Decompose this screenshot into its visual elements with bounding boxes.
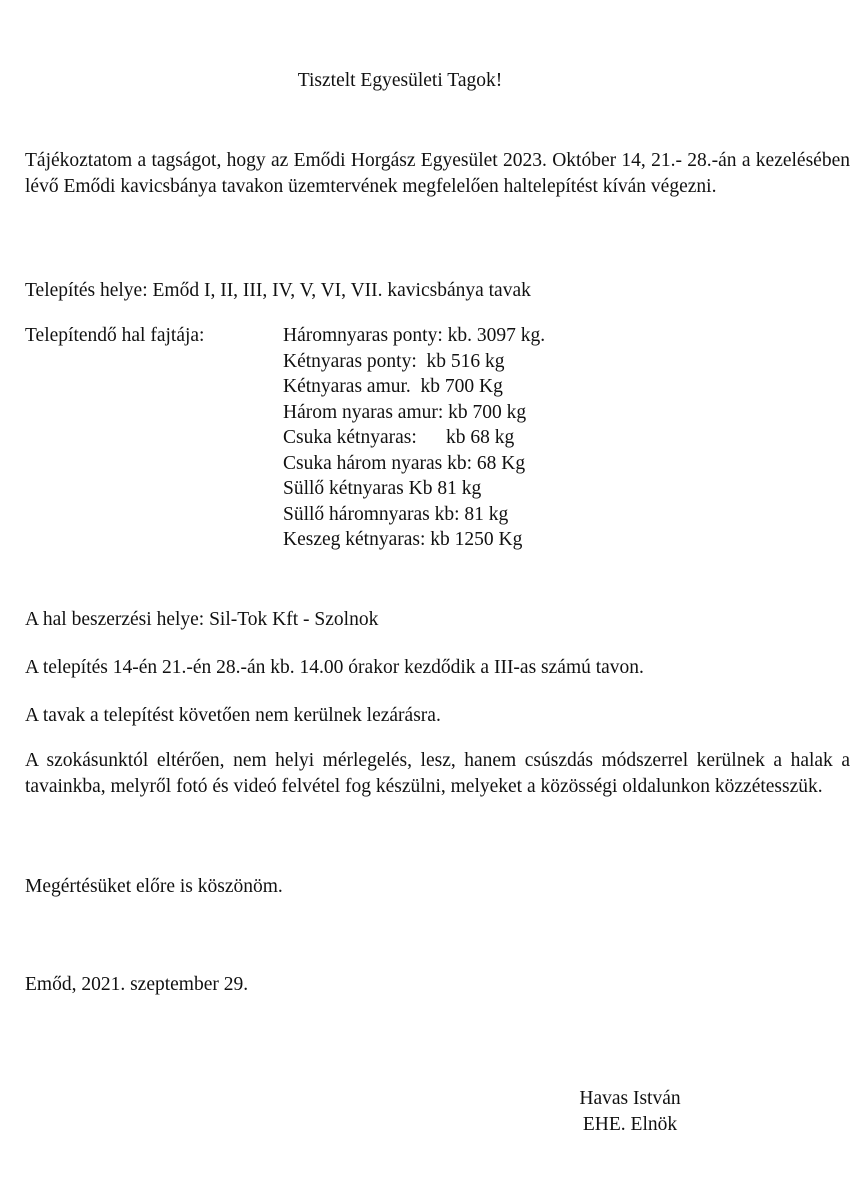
thanks-line: Megértésüket előre is köszönöm. [25,876,283,897]
lake-closure-note: A tavak a telepítést követően nem kerülnek lezárásra. [25,705,441,726]
species-item: Kétnyaras ponty: kb 516 kg [283,350,505,372]
species-item: Háromnyaras ponty: kb. 3097 kg. [283,325,546,346]
species-item: Három nyaras amur: kb 700 kg [283,401,527,423]
species-list [283,323,843,553]
dateline: Emőd, 2021. szeptember 29. [25,974,249,995]
signer-name: Havas István [579,1088,681,1109]
signer-title: EHE. Elnök [582,1113,678,1135]
species-item: Keszeg kétnyaras: kb 1250 Kg [283,529,523,550]
fish-source: A hal beszerzési helye: Sil-Tok Kft - Szolnok [25,609,379,630]
intro-paragraph: Tájékoztatom a tagságot, hogy az Emődi Horgász Egyesület 2023. Október 14, 21.- 28.-án a kezelésében lévő Emődi kavicsbánya tavakon üzemtervének megfelelően haltelepítést kíván végezni. [25,150,850,197]
stocking-timing: A telepítés 14-én 21.-én 28.-án kb. 14.00 órakor kezdődik a III-as számú tavon. [25,657,644,678]
species-item: Kétnyaras amur. kb 700 Kg [283,376,503,397]
species-item: Süllő háromnyaras kb: 81 kg [283,503,509,525]
species-item: Süllő kétnyaras Kb 81 kg [283,478,482,499]
stocking-method-paragraph: A szokásunktól eltérően, nem helyi mérlegelés, lesz, hanem csúszdás módszerrel kerülnek a halak a tavainkba, melyről fotó és videó felvétel fog készülni, melyeket a közösségi oldalunkon közzétesszük. [25,750,850,797]
species-item: Csuka három nyaras kb: 68 Kg [283,452,526,474]
species-item: Csuka kétnyaras: kb 68 kg [283,427,515,448]
species-label: Telepítendő hal fajtája: [25,325,205,346]
greeting: Tisztelt Egyesületi Tagok! [297,70,503,91]
stocking-place: Telepítés helye: Emőd I, II, III, IV, V, VI, VII. kavicsbánya tavak [25,280,531,301]
signature-block [560,1086,700,1137]
